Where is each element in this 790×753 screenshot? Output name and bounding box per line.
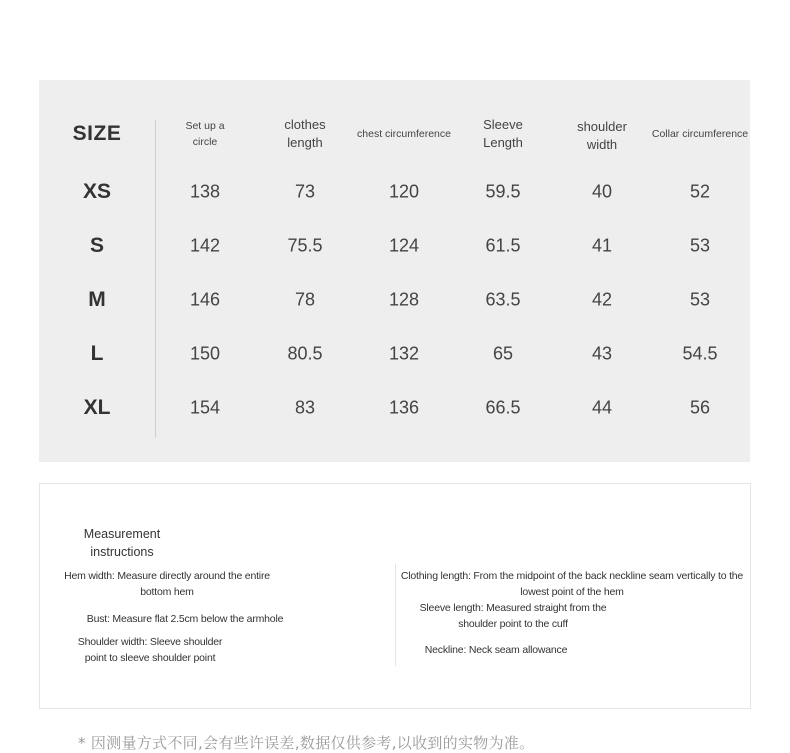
table-cell: 128 bbox=[388, 289, 420, 310]
shoulder-width-instruction: Shoulder width: Sleeve shoulder point to sleeve shoulder point bbox=[77, 636, 223, 664]
col-header-clothes-length: clothes length bbox=[284, 117, 326, 150]
table-cell: 120 bbox=[388, 181, 420, 202]
table-cell: 63.5 bbox=[485, 289, 521, 310]
table-cell: 53 bbox=[689, 235, 711, 256]
size-column-divider bbox=[155, 120, 156, 438]
neckline-instruction: Neckline: Neck seam allowance bbox=[424, 644, 568, 656]
table-cell: 65 bbox=[492, 343, 514, 364]
table-cell: 59.5 bbox=[485, 181, 521, 202]
table-cell: 66.5 bbox=[485, 397, 521, 418]
measurement-instructions-panel bbox=[39, 483, 751, 709]
table-cell: 40 bbox=[591, 181, 613, 202]
bust-instruction: Bust: Measure flat 2.5cm below the armhole bbox=[86, 613, 284, 625]
table-cell: 154 bbox=[189, 397, 221, 418]
clothing-length-instruction: Clothing length: From the midpoint of the back neckline seam vertically to the lowest point of the hem bbox=[400, 570, 744, 598]
sleeve-length-instruction: Sleeve length: Measured straight from the shoulder point to the cuff bbox=[419, 602, 607, 630]
size-chart-panel bbox=[39, 80, 750, 462]
table-cell: 138 bbox=[189, 181, 221, 202]
col-header-sleeve-length: Sleeve Length bbox=[483, 117, 523, 150]
size-label-s: S bbox=[89, 234, 105, 257]
col-header-chest-circumference: chest circumference bbox=[357, 128, 451, 140]
table-cell: 41 bbox=[591, 235, 613, 256]
size-label-m: M bbox=[88, 288, 106, 311]
measurement-disclaimer: * 因测量方式不同,会有些许误差,数据仅供参考,以收到的实物为准。 bbox=[78, 734, 535, 752]
table-cell: 132 bbox=[388, 343, 420, 364]
table-cell: 136 bbox=[388, 397, 420, 418]
table-cell: 142 bbox=[189, 235, 221, 256]
table-cell: 52 bbox=[689, 181, 711, 202]
table-cell: 146 bbox=[189, 289, 221, 310]
table-cell: 61.5 bbox=[485, 235, 521, 256]
table-cell: 53 bbox=[689, 289, 711, 310]
table-cell: 75.5 bbox=[287, 235, 323, 256]
size-label-l: L bbox=[90, 342, 104, 365]
table-cell: 78 bbox=[294, 289, 316, 310]
instructions-title: Measurement instructions bbox=[83, 527, 161, 559]
table-cell: 124 bbox=[388, 235, 420, 256]
table-cell: 80.5 bbox=[287, 343, 323, 364]
col-header-set-up-circle: Set up a circle bbox=[185, 120, 225, 148]
table-cell: 54.5 bbox=[682, 343, 718, 364]
size-label-xs: XS bbox=[82, 180, 112, 203]
table-cell: 43 bbox=[591, 343, 613, 364]
table-cell: 150 bbox=[189, 343, 221, 364]
hem-width-instruction: Hem width: Measure directly around the entire bottom hem bbox=[64, 570, 270, 598]
table-cell: 42 bbox=[591, 289, 613, 310]
size-label-xl: XL bbox=[83, 396, 111, 419]
col-header-collar-circumference: Collar circumference bbox=[651, 128, 749, 140]
size-header: SIZE bbox=[72, 122, 122, 145]
table-cell: 83 bbox=[294, 397, 316, 418]
table-cell: 56 bbox=[689, 397, 711, 418]
table-cell: 73 bbox=[294, 181, 316, 202]
col-header-shoulder-width: shoulder width bbox=[577, 119, 627, 152]
table-cell: 44 bbox=[591, 397, 613, 418]
